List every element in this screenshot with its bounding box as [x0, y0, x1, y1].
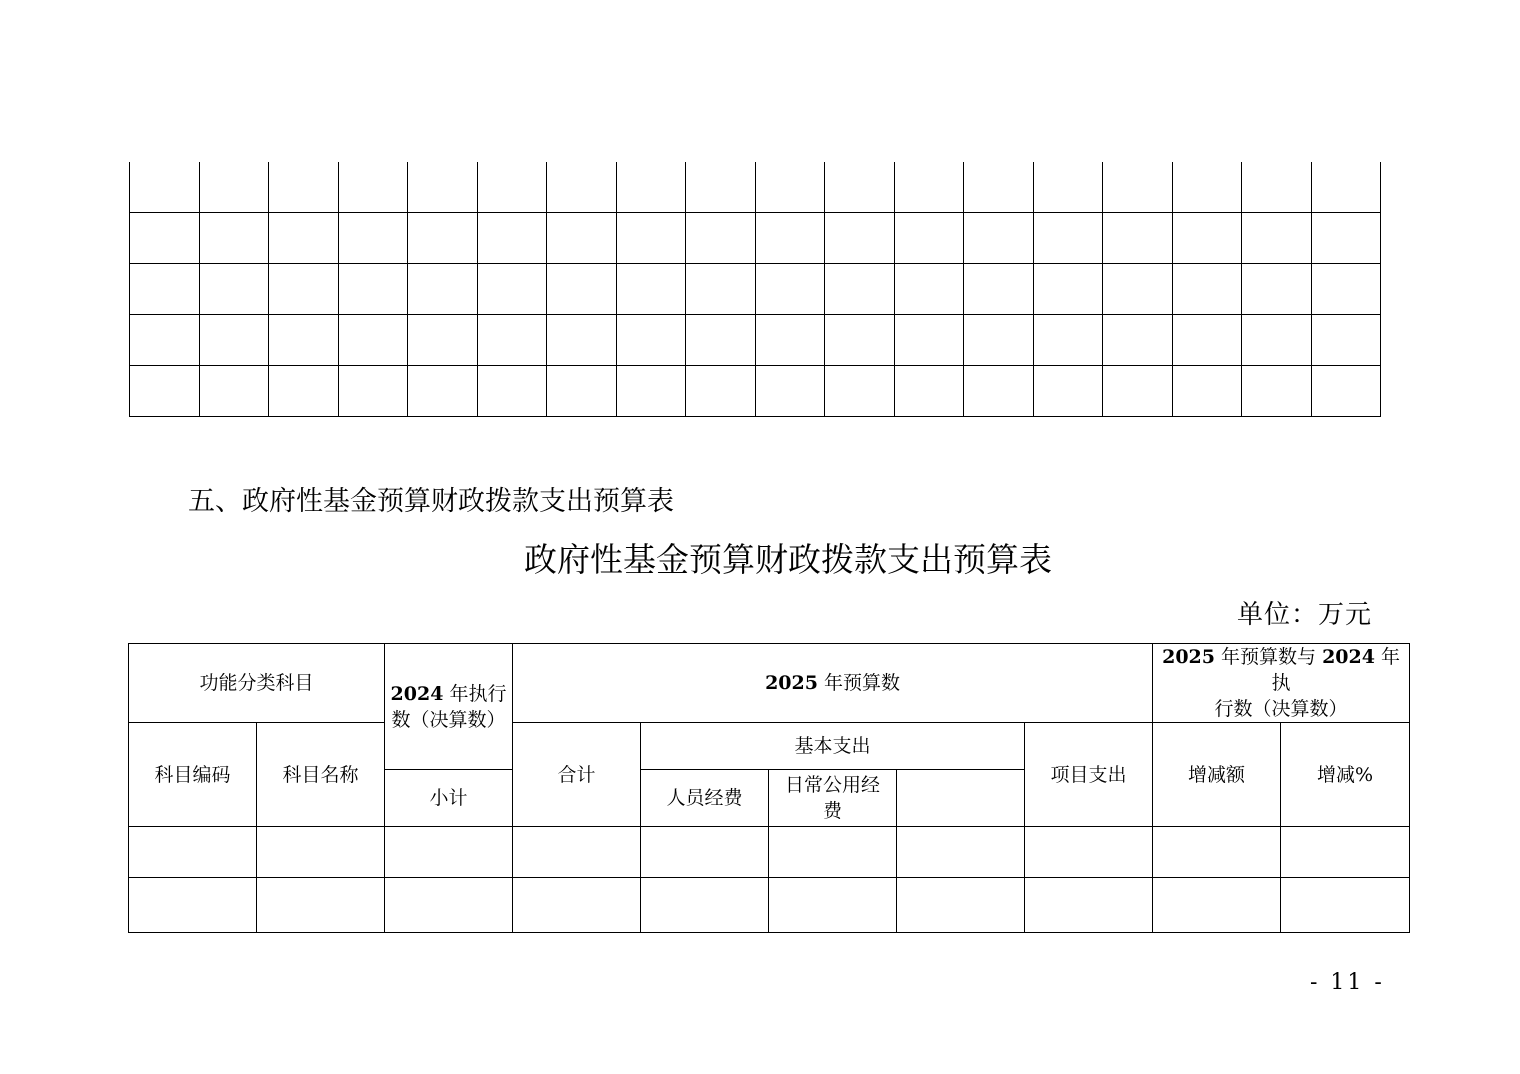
- grid-cell: [269, 213, 339, 264]
- grid-cell: [1311, 162, 1381, 213]
- grid-cell: [755, 366, 825, 417]
- grid-cell: [130, 264, 200, 315]
- grid-cell: [686, 366, 756, 417]
- grid-cell: [1103, 162, 1173, 213]
- grid-cell: [338, 315, 408, 366]
- section-heading: 五、政府性基金预算财政拨款支出预算表: [188, 486, 674, 517]
- table-cell: [769, 878, 897, 933]
- grid-cell: [825, 213, 895, 264]
- grid-cell: [269, 264, 339, 315]
- grid-cell: [269, 366, 339, 417]
- table-cell: [897, 878, 1025, 933]
- page-number: - 11 -: [1310, 970, 1385, 995]
- grid-cell: [1172, 315, 1242, 366]
- continued-grid-table: [129, 162, 1381, 417]
- grid-cell: [1033, 315, 1103, 366]
- grid-cell: [686, 315, 756, 366]
- grid-cell: [547, 315, 617, 366]
- header-public-expense-text-1: 日常公用经: [785, 774, 881, 796]
- grid-cell: [199, 366, 269, 417]
- grid-row: [130, 315, 1381, 366]
- grid-cell: [1311, 264, 1381, 315]
- grid-cell: [477, 366, 547, 417]
- grid-cell: [964, 162, 1034, 213]
- header-exec-2024-year: 2024: [390, 682, 444, 705]
- grid-cell: [825, 162, 895, 213]
- grid-cell: [686, 162, 756, 213]
- grid-cell: [408, 162, 478, 213]
- grid-cell: [408, 366, 478, 417]
- grid-cell: [1033, 264, 1103, 315]
- header-budget-2025-text: 年预算数: [817, 672, 900, 694]
- grid-cell: [338, 162, 408, 213]
- header-budget-2025: [513, 644, 1153, 723]
- header-func-class: 功能分类科目: [129, 644, 385, 723]
- grid-cell: [1033, 213, 1103, 264]
- grid-cell: [964, 213, 1034, 264]
- grid-cell: [547, 366, 617, 417]
- grid-cell: [1242, 366, 1312, 417]
- grid-cell: [964, 366, 1034, 417]
- grid-cell: [1103, 315, 1173, 366]
- header-exec-2024-text-1: 年执行: [443, 682, 507, 705]
- grid-cell: [1242, 315, 1312, 366]
- grid-cell: [199, 162, 269, 213]
- grid-cell: [894, 213, 964, 264]
- header-exec-2024-text-2: 数（决算数）: [391, 708, 506, 731]
- grid-cell: [338, 213, 408, 264]
- grid-cell: [408, 315, 478, 366]
- table-cell: [1153, 827, 1281, 878]
- table-cell: [513, 827, 641, 878]
- grid-cell: [199, 213, 269, 264]
- table-cell: [385, 878, 513, 933]
- grid-cell: [1172, 366, 1242, 417]
- table-cell: [641, 827, 769, 878]
- grid-cell: [1103, 264, 1173, 315]
- table-cell: [1153, 878, 1281, 933]
- grid-cell: [616, 213, 686, 264]
- header-change-amount: 增减额: [1153, 723, 1281, 827]
- header-subject-code: 科目编码: [129, 723, 257, 827]
- grid-cell: [755, 213, 825, 264]
- table-cell: [1281, 878, 1410, 933]
- grid-cell: [1033, 162, 1103, 213]
- unit-label: 单位：万元: [1237, 600, 1373, 630]
- header-public-expense-text-2: 费: [823, 800, 843, 822]
- grid-cell: [199, 264, 269, 315]
- table-cell: [513, 878, 641, 933]
- grid-cell: [825, 366, 895, 417]
- grid-cell: [477, 162, 547, 213]
- grid-cell: [825, 264, 895, 315]
- grid-row: [130, 264, 1381, 315]
- grid-cell: [199, 315, 269, 366]
- grid-cell: [1172, 264, 1242, 315]
- header-project-expense: 项目支出: [1025, 723, 1153, 827]
- grid-cell: [547, 162, 617, 213]
- table-title: 政府性基金预算财政拨款支出预算表: [524, 540, 1052, 579]
- grid-cell: [1242, 213, 1312, 264]
- grid-cell: [269, 162, 339, 213]
- header-compare: [1153, 644, 1410, 723]
- grid-row: [130, 162, 1381, 213]
- table-cell: [769, 827, 897, 878]
- budget-table-body: [129, 827, 1410, 933]
- table-cell: [1281, 827, 1410, 878]
- grid-cell: [477, 213, 547, 264]
- header-compare-text-2: 年执: [1271, 646, 1401, 694]
- table-cell: [1025, 878, 1153, 933]
- grid-cell: [130, 315, 200, 366]
- grid-cell: [616, 315, 686, 366]
- table-cell: [129, 878, 257, 933]
- grid-cell: [1242, 162, 1312, 213]
- table-cell: [385, 827, 513, 878]
- table-cell: [641, 878, 769, 933]
- table-cell: [1025, 827, 1153, 878]
- header-subject-name: 科目名称: [257, 723, 385, 827]
- grid-cell: [1103, 366, 1173, 417]
- header-public-expense: [769, 770, 897, 827]
- grid-cell: [894, 366, 964, 417]
- header-total: 合计: [513, 723, 641, 827]
- grid-cell: [130, 213, 200, 264]
- grid-cell: [130, 162, 200, 213]
- table-row: [129, 878, 1410, 933]
- header-change-pct: 增减%: [1281, 723, 1410, 827]
- grid-cell: [755, 315, 825, 366]
- grid-cell: [616, 366, 686, 417]
- grid-cell: [547, 213, 617, 264]
- header-subtotal: 小计: [385, 770, 513, 827]
- header-budget-2025-year: 2025: [765, 672, 818, 694]
- grid-cell: [1311, 213, 1381, 264]
- header-personnel-expense: 人员经费: [641, 770, 769, 827]
- table-cell: [257, 827, 385, 878]
- grid-cell: [686, 213, 756, 264]
- grid-cell: [964, 264, 1034, 315]
- grid-cell: [894, 264, 964, 315]
- grid-cell: [269, 315, 339, 366]
- header-basic-expense: 基本支出: [641, 723, 1025, 770]
- grid-cell: [1172, 213, 1242, 264]
- table-row: [129, 827, 1410, 878]
- grid-cell: [964, 315, 1034, 366]
- grid-cell: [894, 162, 964, 213]
- grid-row: [130, 366, 1381, 417]
- table-cell: [257, 878, 385, 933]
- header-exec-2024: [385, 644, 513, 770]
- grid-cell: [616, 162, 686, 213]
- header-compare-year-2: 2024: [1322, 646, 1375, 668]
- grid-cell: [755, 162, 825, 213]
- grid-cell: [338, 264, 408, 315]
- grid-cell: [1172, 162, 1242, 213]
- grid-row: [130, 213, 1381, 264]
- grid-cell: [616, 264, 686, 315]
- grid-cell: [1311, 366, 1381, 417]
- grid-cell: [130, 366, 200, 417]
- grid-cell: [825, 315, 895, 366]
- grid-cell: [338, 366, 408, 417]
- header-compare-text-3: 行数（决算数）: [1214, 698, 1348, 720]
- table-cell: [897, 827, 1025, 878]
- grid-cell: [1242, 264, 1312, 315]
- grid-cell: [1311, 315, 1381, 366]
- budget-expense-table: [128, 643, 1410, 933]
- grid-cell: [408, 264, 478, 315]
- header-compare-text-1: 年预算数与: [1214, 646, 1323, 668]
- grid-cell: [686, 264, 756, 315]
- grid-cell: [547, 264, 617, 315]
- grid-cell: [755, 264, 825, 315]
- grid-cell: [894, 315, 964, 366]
- header-compare-year-1: 2025: [1162, 646, 1215, 668]
- grid-cell: [408, 213, 478, 264]
- grid-cell: [1103, 213, 1173, 264]
- table-cell: [129, 827, 257, 878]
- grid-cell: [477, 315, 547, 366]
- grid-cell: [477, 264, 547, 315]
- grid-cell: [1033, 366, 1103, 417]
